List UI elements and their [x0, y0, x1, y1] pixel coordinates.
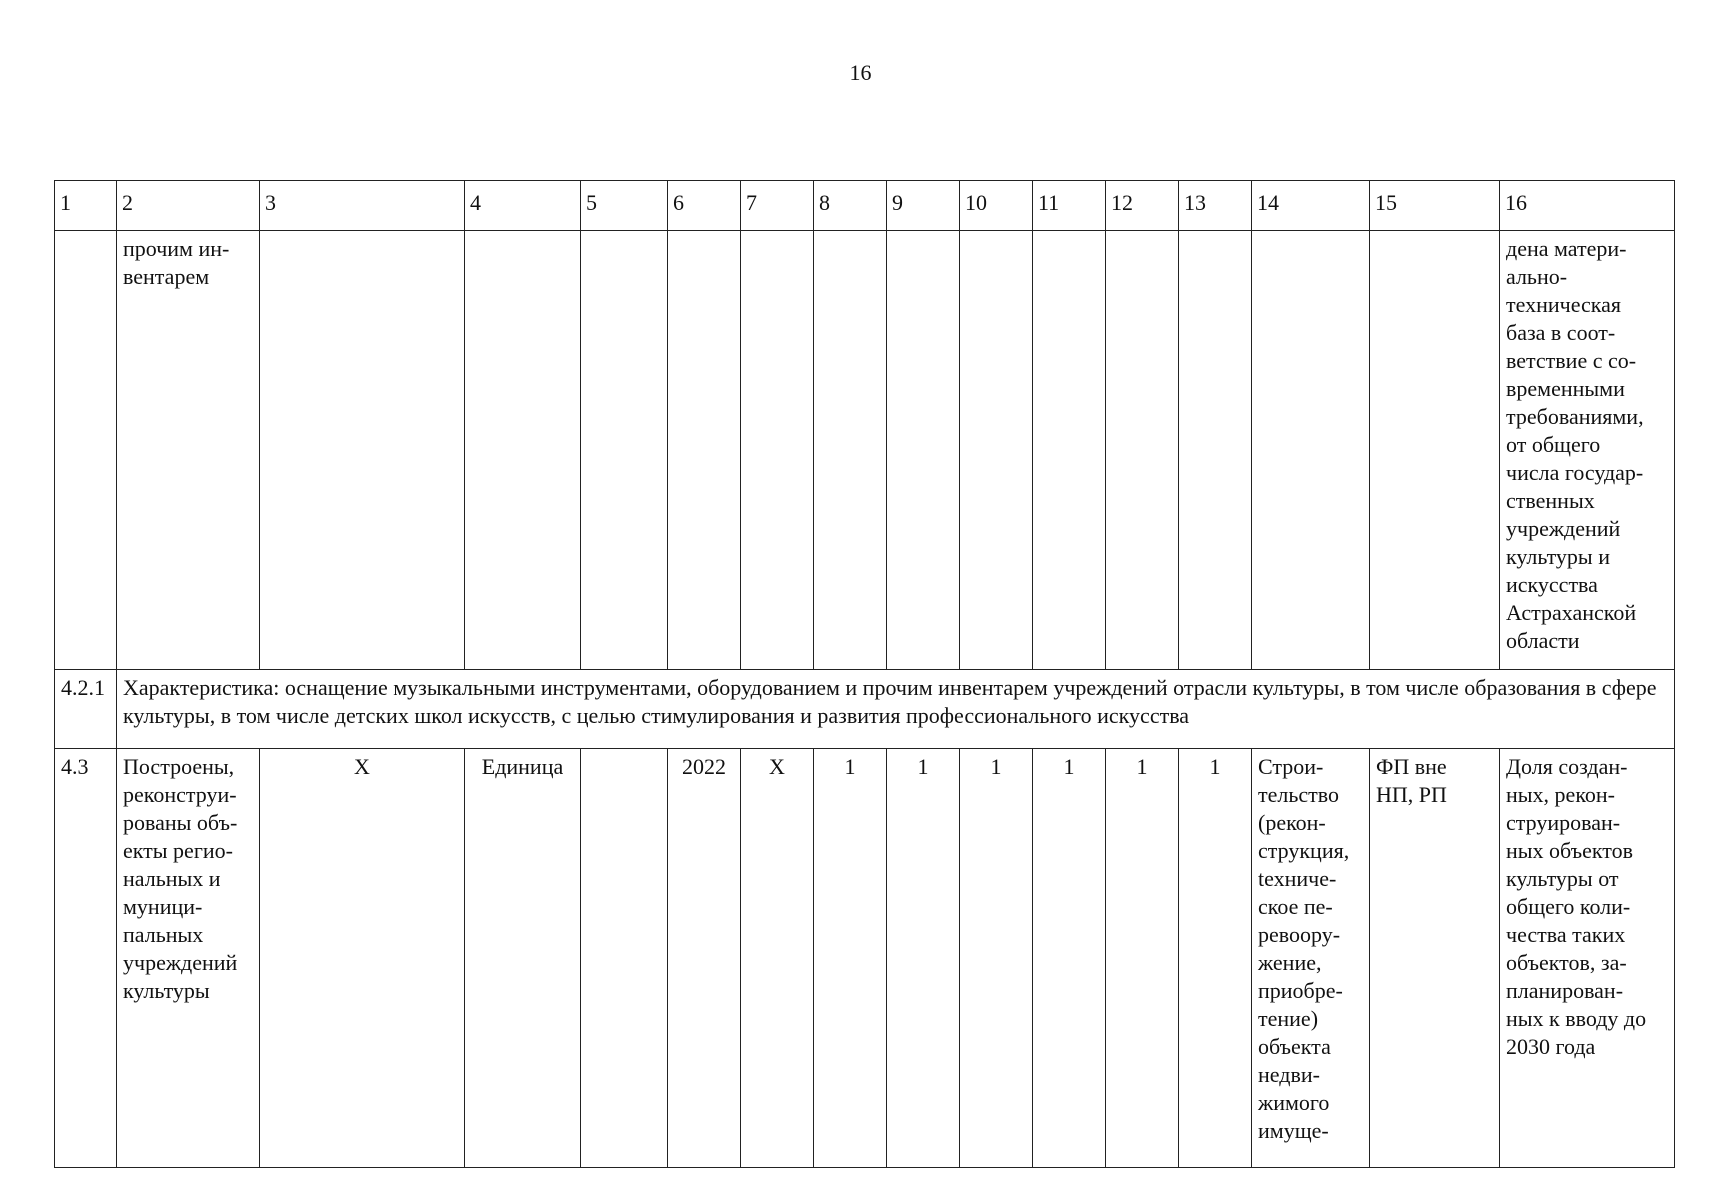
table-cell: 1	[1106, 749, 1179, 1168]
header-cell: 2	[117, 181, 260, 231]
document-table	[54, 180, 1675, 1168]
header-cell: 15	[1370, 181, 1500, 231]
header-cell: 14	[1252, 181, 1370, 231]
table-row	[55, 749, 1675, 1168]
table-cell: 1	[887, 749, 960, 1168]
table-cell: Доля создан- ных, рекон- струирован- ных объектов культуры от общего коли- чества таких объектов, за- планирован- ных к вводу до 2030 года	[1500, 749, 1675, 1168]
table-cell: 1	[960, 749, 1033, 1168]
table-cell	[55, 231, 117, 670]
table-cell	[1033, 231, 1106, 670]
header-cell: 13	[1179, 181, 1252, 231]
table-cell	[887, 231, 960, 670]
header-cell: 8	[814, 181, 887, 231]
table-cell	[1252, 231, 1370, 670]
table-cell: ФП вне НП, РП	[1370, 749, 1500, 1168]
table-cell	[1106, 231, 1179, 670]
table-cell: Единица	[465, 749, 581, 1168]
table-cell	[1370, 231, 1500, 670]
table-cell: прочим ин- вентарем	[117, 231, 260, 670]
table-cell: 4.2.1	[55, 670, 117, 749]
table-cell	[465, 231, 581, 670]
table-cell	[814, 231, 887, 670]
page-number: 16	[849, 60, 872, 85]
header-cell: 4	[465, 181, 581, 231]
table-cell: 1	[1033, 749, 1106, 1168]
header-cell: 16	[1500, 181, 1675, 231]
table-cell: Х	[741, 749, 814, 1168]
table-cell: 4.3	[55, 749, 117, 1168]
header-cell: 5	[581, 181, 668, 231]
table-cell	[581, 231, 668, 670]
table-row	[55, 231, 1675, 670]
table-cell	[581, 749, 668, 1168]
table-cell: Х	[260, 749, 465, 1168]
header-row	[55, 181, 1675, 231]
header-cell: 3	[260, 181, 465, 231]
table-cell	[1179, 231, 1252, 670]
table-cell: Построены, реконструи- рованы объ- екты регио- нальных и муници- пальных учреждений культуры	[117, 749, 260, 1168]
table-row	[55, 670, 1675, 749]
header-cell: 1	[55, 181, 117, 231]
table-cell: Строи- тельство (рекон- струкция, tехниче- ское пе- ревоору- жение, приобре- тение) объекта недви- жимого имуще-	[1252, 749, 1370, 1168]
table-cell: дена матери- ально- техническая база в соот- ветствие с со- временными требованиями, от общего числа государ- ственных учреждений культуры и искусства Астраханской области	[1500, 231, 1675, 670]
header-cell: 7	[741, 181, 814, 231]
header-cell: 6	[668, 181, 741, 231]
header-cell: 12	[1106, 181, 1179, 231]
table-cell: 1	[1179, 749, 1252, 1168]
header-cell: 10	[960, 181, 1033, 231]
table-cell	[668, 231, 741, 670]
characteristic-cell: Характеристика: оснащение музыкальными инструментами, оборудованием и прочим инвентарем учреждений отрасли культуры, в том числе образования в сфере культуры, в том числе детских школ искусств, с целью стимулирования и развития профессионального искусства	[117, 670, 1675, 749]
header-cell: 9	[887, 181, 960, 231]
table-cell	[741, 231, 814, 670]
table-cell: 1	[814, 749, 887, 1168]
table-cell: 2022	[668, 749, 741, 1168]
table-cell	[960, 231, 1033, 670]
header-cell: 11	[1033, 181, 1106, 231]
table-cell	[260, 231, 465, 670]
